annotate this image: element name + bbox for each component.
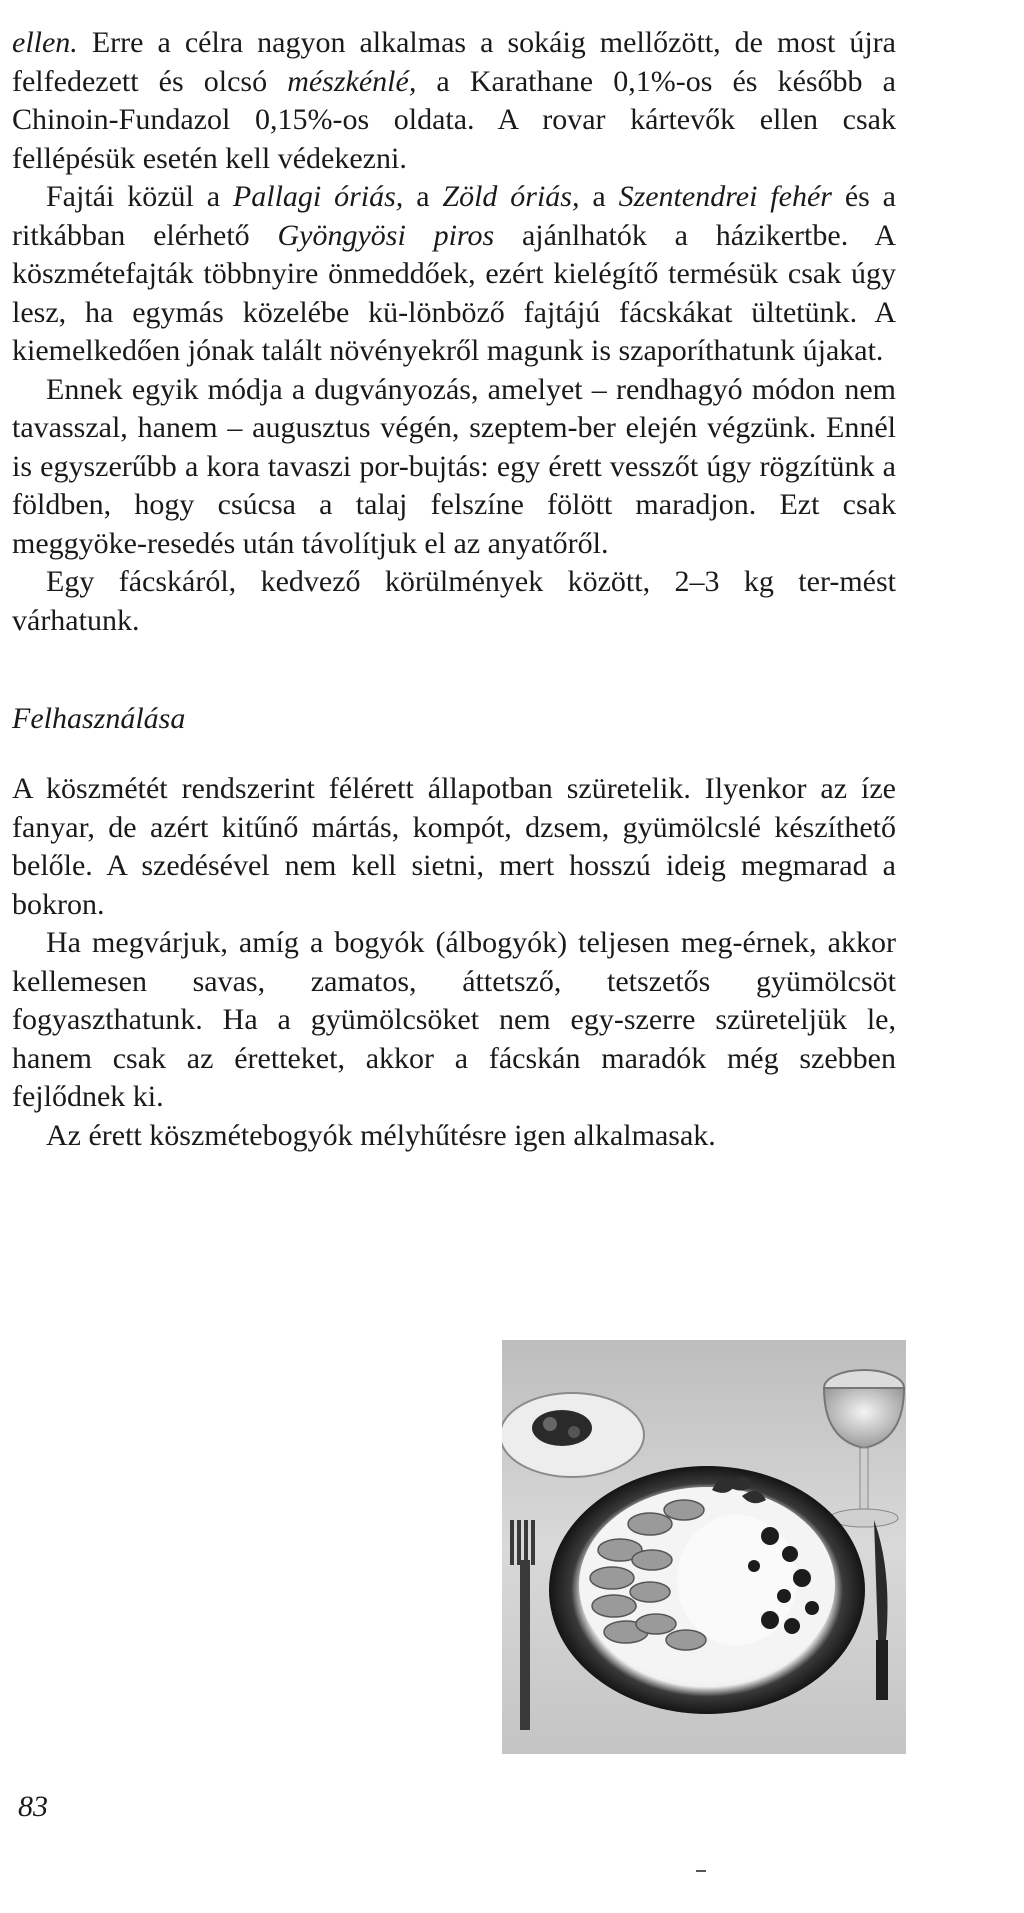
paragraph: [12, 1117, 896, 1156]
text-run: Az érett köszmétebogyók mélyhűtésre igen alkalmasak.: [46, 1118, 716, 1152]
text-run: A köszmétét rendszerint félérett állapotban szüretelik. Ilyenkor az íze fanyar, de azért kitűnő mártás, kompót, dzsem, gyümölcslé készíthető belőle. A szedésével nem kell sietni, mert hosszú ideig megmarad a bokron.: [12, 772, 896, 921]
text-run: ajánlhatók a házikertbe. A köszmétefajták többnyire önmeddőek, ezért kielégítő termésük csak úgy lesz, ha egymás közelébe kü-lönböző fajtájú fácskákat ültetünk. A kiemelkedően jónak talált növényekről magunk is szaporíthatunk újakat.: [12, 218, 896, 367]
paragraph: [12, 24, 896, 178]
paragraph: [12, 770, 896, 924]
paragraph: [12, 178, 896, 371]
footer-mark: [696, 1870, 706, 1872]
italic-run: Gyöngyösi piros: [277, 218, 495, 252]
food-photo: [502, 1340, 906, 1754]
text-block-top: [12, 24, 896, 640]
paragraph: [12, 924, 896, 1117]
text-run: Erre a célra nagyon alkalmas a sokáig mellőzött, de most újra felfedezett és olcsó: [12, 26, 896, 98]
italic-run: ellen.: [12, 26, 78, 59]
text-block-bottom: [12, 770, 896, 1155]
italic-run: Szentendrei fehér: [618, 180, 832, 213]
paragraph: [12, 563, 896, 640]
page-body: [12, 24, 896, 1155]
text-run: a: [403, 180, 443, 213]
text-run: Egy fácskáról, kedvező körülmények között, 2–3 kg ter-mést várhatunk.: [12, 565, 896, 637]
section-heading: Felhasználása: [12, 702, 186, 735]
italic-run: Zöld óriás,: [442, 180, 580, 213]
text-run: Ha megvárjuk, amíg a bogyók (álbogyók) teljesen meg-érnek, akkor kellemesen savas, zamatos, áttetsző, tetszetős gyümölcsöt fogyaszthatunk. Ha a gyümölcsöket nem egy-szerre szüreteljük le, hanem csak az éretteket, akkor a fácskán maradók még szebben fejlődnek ki.: [12, 926, 896, 1113]
text-run: Fajtái közül a: [46, 180, 233, 213]
paragraph: [12, 371, 896, 564]
text-run: Ennek egyik módja a dugványozás, amelyet – rendhagyó módon nem tavasszal, hanem – augusztus végén, szeptem-ber elején végzünk. Ennél is egyszerűbb a kora tavaszi por-bujtás: egy érett vesszőt úgy rögzítünk a földben, hogy csúcsa a talaj felszíne fölött maradjon. Ezt csak meggyöke-resedés után távolítjuk el az anyatőről.: [12, 372, 896, 560]
text-run: a Karathane 0,1%-os és később a Chinoin-Fundazol 0,15%-os oldata. A rovar kártevők ellen csak fellépésük esetén kell védekezni.: [12, 64, 896, 175]
page-number: 83: [18, 1790, 48, 1823]
text-run: és a ritkábban elérhető: [12, 180, 896, 252]
plated-dish-illustration: [502, 1340, 906, 1754]
italic-run: Pallagi óriás,: [232, 180, 404, 213]
text-run: a: [579, 180, 619, 213]
italic-run: mészkénlé,: [287, 64, 417, 98]
